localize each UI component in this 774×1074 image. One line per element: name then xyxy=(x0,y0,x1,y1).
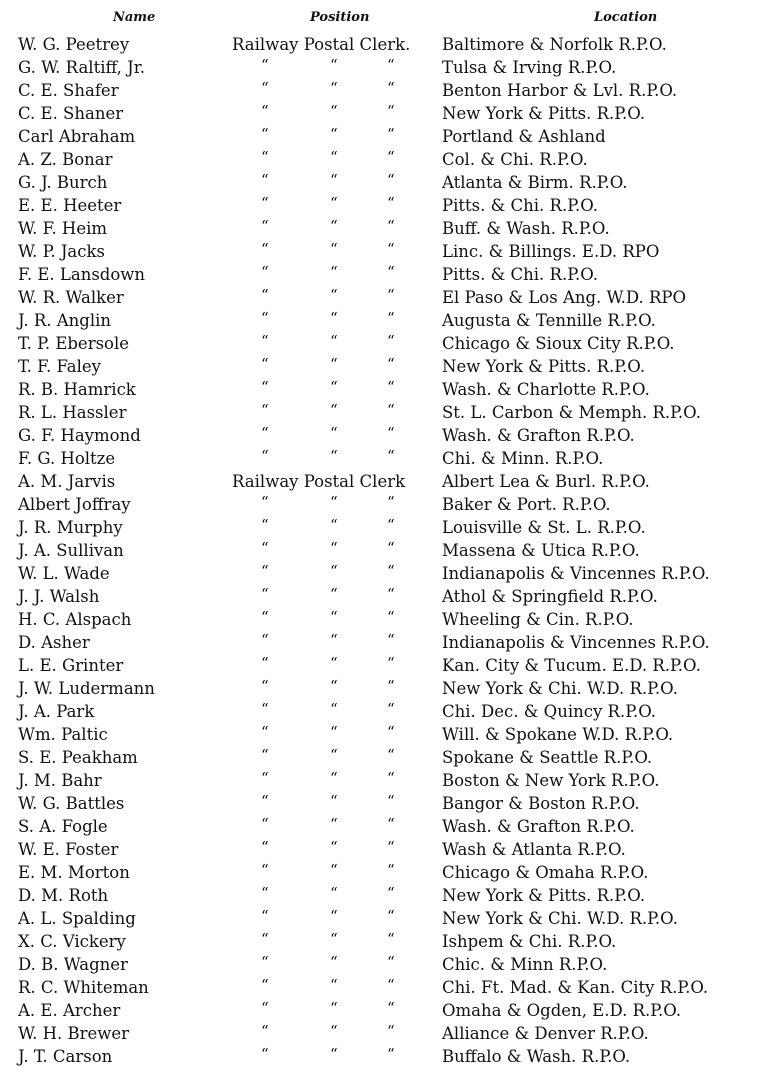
ditto-mark: “ xyxy=(387,861,395,879)
clerk-location: New York & Chi. W.D. R.P.O. xyxy=(442,679,678,698)
ditto-mark: “ xyxy=(387,263,395,281)
ditto-mark: “ xyxy=(330,700,338,718)
ditto-mark: “ xyxy=(261,309,269,327)
table-row xyxy=(0,999,774,1022)
clerk-location: Chi. Ft. Mad. & Kan. City R.P.O. xyxy=(442,978,709,997)
table-row xyxy=(0,240,774,263)
table-row xyxy=(0,217,774,240)
ditto-mark: “ xyxy=(330,493,338,511)
clerk-location: Chi. & Minn. R.P.O. xyxy=(442,449,604,468)
clerk-name: A. M. Jarvis xyxy=(18,472,116,491)
ditto-mark: “ xyxy=(261,378,269,396)
ditto-mark: “ xyxy=(330,194,338,212)
ditto-mark: “ xyxy=(330,953,338,971)
ditto-mark: “ xyxy=(387,286,395,304)
clerk-name: L. E. Grinter xyxy=(18,656,124,675)
ditto-mark: “ xyxy=(261,286,269,304)
clerk-name: A. L. Spalding xyxy=(18,909,136,928)
clerk-name: J. J. Walsh xyxy=(18,587,100,606)
clerk-name: D. Asher xyxy=(18,633,90,652)
clerk-location: Buff. & Wash. R.P.O. xyxy=(442,219,610,238)
table-row xyxy=(0,792,774,815)
ditto-mark: “ xyxy=(387,539,395,557)
clerk-location: Chicago & Sioux City R.P.O. xyxy=(442,334,675,353)
ditto-mark: “ xyxy=(261,516,269,534)
clerk-location: Wash & Atlanta R.P.O. xyxy=(442,840,626,859)
clerk-name: J. T. Carson xyxy=(18,1047,113,1066)
clerk-location: El Paso & Los Ang. W.D. RPO xyxy=(442,288,687,307)
clerk-name: E. M. Morton xyxy=(18,863,130,882)
ditto-mark: “ xyxy=(387,769,395,787)
ditto-mark: “ xyxy=(261,447,269,465)
clerk-name: J. R. Murphy xyxy=(18,518,123,537)
clerk-name: J. W. Ludermann xyxy=(18,679,155,698)
clerk-location: Alliance & Denver R.P.O. xyxy=(442,1024,649,1043)
clerk-name: R. B. Hamrick xyxy=(18,380,136,399)
ditto-mark: “ xyxy=(387,194,395,212)
ditto-mark: “ xyxy=(330,723,338,741)
clerk-location: Buffalo & Wash. R.P.O. xyxy=(442,1047,631,1066)
clerk-location: Massena & Utica R.P.O. xyxy=(442,541,640,560)
clerk-list xyxy=(0,33,774,1068)
table-row xyxy=(0,884,774,907)
clerk-location: Spokane & Seattle R.P.O. xyxy=(442,748,653,767)
ditto-mark: “ xyxy=(261,125,269,143)
ditto-mark: “ xyxy=(387,562,395,580)
ditto-mark: “ xyxy=(330,516,338,534)
ditto-mark: “ xyxy=(330,769,338,787)
clerk-location: Ishpem & Chi. R.P.O. xyxy=(442,932,617,951)
clerk-location: St. L. Carbon & Memph. R.P.O. xyxy=(442,403,701,422)
column-header-position: Position xyxy=(310,10,370,25)
clerk-location: Albert Lea & Burl. R.P.O. xyxy=(442,472,650,491)
ditto-mark: “ xyxy=(387,516,395,534)
clerk-name: W. F. Heim xyxy=(18,219,108,238)
table-row xyxy=(0,1045,774,1068)
table-row xyxy=(0,493,774,516)
ditto-mark: “ xyxy=(261,1022,269,1040)
clerk-name: F. E. Lansdown xyxy=(18,265,146,284)
ditto-mark: “ xyxy=(330,240,338,258)
ditto-mark: “ xyxy=(330,792,338,810)
clerk-name: S. A. Fogle xyxy=(18,817,108,836)
ditto-mark: “ xyxy=(330,815,338,833)
table-row xyxy=(0,401,774,424)
position-text: Railway Postal Clerk xyxy=(232,472,406,491)
table-row xyxy=(0,654,774,677)
ditto-mark: “ xyxy=(387,493,395,511)
clerk-location: Portland & Ashland xyxy=(442,127,606,146)
table-row xyxy=(0,861,774,884)
table-row xyxy=(0,378,774,401)
ditto-mark: “ xyxy=(261,56,269,74)
ditto-mark: “ xyxy=(387,723,395,741)
clerk-location: Wash. & Grafton R.P.O. xyxy=(442,817,635,836)
ditto-mark: “ xyxy=(387,930,395,948)
clerk-name: T. P. Ebersole xyxy=(18,334,130,353)
clerk-name: C. E. Shafer xyxy=(18,81,119,100)
ditto-mark: “ xyxy=(330,286,338,304)
ditto-mark: “ xyxy=(387,378,395,396)
ditto-mark: “ xyxy=(387,677,395,695)
table-row xyxy=(0,838,774,861)
clerk-name: W. P. Jacks xyxy=(18,242,105,261)
ditto-mark: “ xyxy=(387,585,395,603)
ditto-mark: “ xyxy=(387,746,395,764)
clerk-location: Linc. & Billings. E.D. RPO xyxy=(442,242,660,261)
clerk-name: D. B. Wagner xyxy=(18,955,128,974)
clerk-name: W. E. Foster xyxy=(18,840,119,859)
table-row xyxy=(0,355,774,378)
ditto-mark: “ xyxy=(261,240,269,258)
ditto-mark: “ xyxy=(330,608,338,626)
table-row xyxy=(0,608,774,631)
ditto-mark: “ xyxy=(261,102,269,120)
ditto-mark: “ xyxy=(330,930,338,948)
ditto-mark: “ xyxy=(261,355,269,373)
clerk-name: G. W. Raltiff, Jr. xyxy=(18,58,146,77)
ditto-mark: “ xyxy=(330,355,338,373)
ditto-mark: “ xyxy=(330,263,338,281)
clerk-location: New York & Pitts. R.P.O. xyxy=(442,357,646,376)
clerk-location: Will. & Spokane W.D. R.P.O. xyxy=(442,725,674,744)
table-row xyxy=(0,815,774,838)
table-row xyxy=(0,1022,774,1045)
clerk-name: X. C. Vickery xyxy=(18,932,126,951)
ditto-mark: “ xyxy=(261,585,269,603)
table-row xyxy=(0,769,774,792)
ditto-mark: “ xyxy=(330,838,338,856)
ditto-mark: “ xyxy=(330,424,338,442)
table-row xyxy=(0,700,774,723)
clerk-location: New York & Pitts. R.P.O. xyxy=(442,104,646,123)
ditto-mark: “ xyxy=(261,884,269,902)
table-row xyxy=(0,194,774,217)
clerk-name: T. F. Faley xyxy=(18,357,101,376)
table-row xyxy=(0,723,774,746)
table-row xyxy=(0,424,774,447)
table-row xyxy=(0,677,774,700)
ditto-mark: “ xyxy=(387,56,395,74)
ditto-mark: “ xyxy=(330,401,338,419)
clerk-name: A. E. Archer xyxy=(18,1001,121,1020)
ditto-mark: “ xyxy=(330,1022,338,1040)
clerk-location: New York & Chi. W.D. R.P.O. xyxy=(442,909,678,928)
clerk-name: J. R. Anglin xyxy=(18,311,112,330)
ditto-mark: “ xyxy=(261,838,269,856)
ditto-mark: “ xyxy=(330,171,338,189)
clerk-name: J. M. Bahr xyxy=(18,771,102,790)
clerk-name: Carl Abraham xyxy=(18,127,136,146)
column-header-row xyxy=(0,10,774,30)
ditto-mark: “ xyxy=(387,999,395,1017)
clerk-location: Baltimore & Norfolk R.P.O. xyxy=(442,35,667,54)
ditto-mark: “ xyxy=(330,999,338,1017)
clerk-location: Wheeling & Cin. R.P.O. xyxy=(442,610,634,629)
table-row xyxy=(0,631,774,654)
ditto-mark: “ xyxy=(387,355,395,373)
ditto-mark: “ xyxy=(261,700,269,718)
ditto-mark: “ xyxy=(387,148,395,166)
ditto-mark: “ xyxy=(330,309,338,327)
ditto-mark: “ xyxy=(330,861,338,879)
ditto-mark: “ xyxy=(387,1022,395,1040)
position-text: Railway Postal Clerk. xyxy=(232,35,411,54)
clerk-name: J. A. Sullivan xyxy=(18,541,124,560)
ditto-mark: “ xyxy=(387,792,395,810)
ditto-mark: “ xyxy=(387,884,395,902)
clerk-name: S. E. Peakham xyxy=(18,748,138,767)
table-row xyxy=(0,907,774,930)
table-row xyxy=(0,56,774,79)
table-row xyxy=(0,447,774,470)
ditto-mark: “ xyxy=(261,907,269,925)
clerk-name: W. H. Brewer xyxy=(18,1024,129,1043)
column-header-location: Location xyxy=(594,10,658,25)
table-row xyxy=(0,33,774,56)
clerk-name: R. L. Hassler xyxy=(18,403,127,422)
table-row xyxy=(0,125,774,148)
ditto-mark: “ xyxy=(387,240,395,258)
ditto-mark: “ xyxy=(387,1045,395,1063)
clerk-location: Omaha & Ogden, E.D. R.P.O. xyxy=(442,1001,682,1020)
ditto-mark: “ xyxy=(330,79,338,97)
clerk-location: Tulsa & Irving R.P.O. xyxy=(442,58,617,77)
ditto-mark: “ xyxy=(261,401,269,419)
ditto-mark: “ xyxy=(261,746,269,764)
ditto-mark: “ xyxy=(330,654,338,672)
table-row xyxy=(0,286,774,309)
ditto-mark: “ xyxy=(387,401,395,419)
clerk-name: F. G. Holtze xyxy=(18,449,116,468)
ditto-mark: “ xyxy=(330,332,338,350)
ditto-mark: “ xyxy=(261,608,269,626)
clerk-location: Wash. & Grafton R.P.O. xyxy=(442,426,635,445)
ditto-mark: “ xyxy=(261,976,269,994)
clerk-location: Louisville & St. L. R.P.O. xyxy=(442,518,646,537)
clerk-location: Wash. & Charlotte R.P.O. xyxy=(442,380,650,399)
clerk-name: E. E. Heeter xyxy=(18,196,122,215)
ditto-mark: “ xyxy=(261,815,269,833)
table-row xyxy=(0,470,774,493)
ditto-mark: “ xyxy=(330,539,338,557)
ditto-mark: “ xyxy=(387,608,395,626)
ditto-mark: “ xyxy=(330,1045,338,1063)
ditto-mark: “ xyxy=(261,194,269,212)
ditto-mark: “ xyxy=(387,907,395,925)
table-row xyxy=(0,171,774,194)
table-row xyxy=(0,102,774,125)
clerk-name: J. A. Park xyxy=(18,702,95,721)
clerk-location: Col. & Chi. R.P.O. xyxy=(442,150,588,169)
ditto-mark: “ xyxy=(387,953,395,971)
table-row xyxy=(0,953,774,976)
table-row xyxy=(0,562,774,585)
ditto-mark: “ xyxy=(261,217,269,235)
clerk-name: R. C. Whiteman xyxy=(18,978,149,997)
ditto-mark: “ xyxy=(261,953,269,971)
clerk-location: New York & Pitts. R.P.O. xyxy=(442,886,646,905)
ditto-mark: “ xyxy=(387,424,395,442)
clerk-name: W. R. Walker xyxy=(18,288,124,307)
ditto-mark: “ xyxy=(387,976,395,994)
ditto-mark: “ xyxy=(330,585,338,603)
ditto-mark: “ xyxy=(330,976,338,994)
clerk-location: Atlanta & Birm. R.P.O. xyxy=(442,173,628,192)
ditto-mark: “ xyxy=(387,79,395,97)
clerk-name: H. C. Alspach xyxy=(18,610,132,629)
table-row xyxy=(0,746,774,769)
table-row xyxy=(0,585,774,608)
ditto-mark: “ xyxy=(261,677,269,695)
ditto-mark: “ xyxy=(387,815,395,833)
clerk-location: Augusta & Tennille R.P.O. xyxy=(442,311,656,330)
ditto-mark: “ xyxy=(387,631,395,649)
table-row xyxy=(0,79,774,102)
table-row xyxy=(0,332,774,355)
ditto-mark: “ xyxy=(330,378,338,396)
column-header-name: Name xyxy=(113,10,156,25)
table-row xyxy=(0,309,774,332)
clerk-name: Albert Joffray xyxy=(18,495,131,514)
ditto-mark: “ xyxy=(387,217,395,235)
ditto-mark: “ xyxy=(261,930,269,948)
ditto-mark: “ xyxy=(387,700,395,718)
ditto-mark: “ xyxy=(330,102,338,120)
ditto-mark: “ xyxy=(261,79,269,97)
clerk-name: G. J. Burch xyxy=(18,173,108,192)
ditto-mark: “ xyxy=(261,861,269,879)
ditto-mark: “ xyxy=(330,677,338,695)
ditto-mark: “ xyxy=(261,654,269,672)
clerk-name: W. L. Wade xyxy=(18,564,110,583)
ditto-mark: “ xyxy=(261,1045,269,1063)
table-row xyxy=(0,539,774,562)
ditto-mark: “ xyxy=(261,631,269,649)
clerk-name: G. F. Haymond xyxy=(18,426,141,445)
ditto-mark: “ xyxy=(387,102,395,120)
table-row xyxy=(0,516,774,539)
ditto-mark: “ xyxy=(261,148,269,166)
clerk-location: Indianapolis & Vincennes R.P.O. xyxy=(442,564,710,583)
ditto-mark: “ xyxy=(387,332,395,350)
ditto-mark: “ xyxy=(330,884,338,902)
clerk-location: Chic. & Minn R.P.O. xyxy=(442,955,608,974)
ditto-mark: “ xyxy=(387,309,395,327)
clerk-name: W. G. Battles xyxy=(18,794,125,813)
ditto-mark: “ xyxy=(261,723,269,741)
clerk-location: Pitts. & Chi. R.P.O. xyxy=(442,196,599,215)
ditto-mark: “ xyxy=(387,838,395,856)
ditto-mark: “ xyxy=(330,907,338,925)
ditto-mark: “ xyxy=(330,125,338,143)
table-row xyxy=(0,263,774,286)
clerk-location: Chicago & Omaha R.P.O. xyxy=(442,863,649,882)
clerk-location: Benton Harbor & Lvl. R.P.O. xyxy=(442,81,678,100)
clerk-name: D. M. Roth xyxy=(18,886,109,905)
ditto-mark: “ xyxy=(330,217,338,235)
clerk-location: Boston & New York R.P.O. xyxy=(442,771,660,790)
clerk-location: Athol & Springfield R.P.O. xyxy=(442,587,658,606)
table-row xyxy=(0,976,774,999)
ditto-mark: “ xyxy=(330,148,338,166)
ditto-mark: “ xyxy=(261,769,269,787)
clerk-location: Pitts. & Chi. R.P.O. xyxy=(442,265,599,284)
ditto-mark: “ xyxy=(261,999,269,1017)
ditto-mark: “ xyxy=(261,792,269,810)
ditto-mark: “ xyxy=(261,332,269,350)
ditto-mark: “ xyxy=(387,654,395,672)
clerk-name: W. G. Peetrey xyxy=(18,35,130,54)
clerk-name: A. Z. Bonar xyxy=(18,150,113,169)
table-row xyxy=(0,930,774,953)
clerk-name: C. E. Shaner xyxy=(18,104,124,123)
ditto-mark: “ xyxy=(261,171,269,189)
clerk-location: Kan. City & Tucum. E.D. R.P.O. xyxy=(442,656,701,675)
table-row xyxy=(0,148,774,171)
ditto-mark: “ xyxy=(387,171,395,189)
ditto-mark: “ xyxy=(330,746,338,764)
ditto-mark: “ xyxy=(330,562,338,580)
ditto-mark: “ xyxy=(261,539,269,557)
ditto-mark: “ xyxy=(330,447,338,465)
ditto-mark: “ xyxy=(387,447,395,465)
ditto-mark: “ xyxy=(330,56,338,74)
ditto-mark: “ xyxy=(330,631,338,649)
clerk-location: Baker & Port. R.P.O. xyxy=(442,495,611,514)
clerk-name: Wm. Paltic xyxy=(18,725,108,744)
clerk-location: Bangor & Boston R.P.O. xyxy=(442,794,640,813)
ditto-mark: “ xyxy=(261,562,269,580)
clerk-location: Chi. Dec. & Quincy R.P.O. xyxy=(442,702,657,721)
ditto-mark: “ xyxy=(261,263,269,281)
ditto-mark: “ xyxy=(261,424,269,442)
ditto-mark: “ xyxy=(261,493,269,511)
ditto-mark: “ xyxy=(387,125,395,143)
clerk-location: Indianapolis & Vincennes R.P.O. xyxy=(442,633,710,652)
